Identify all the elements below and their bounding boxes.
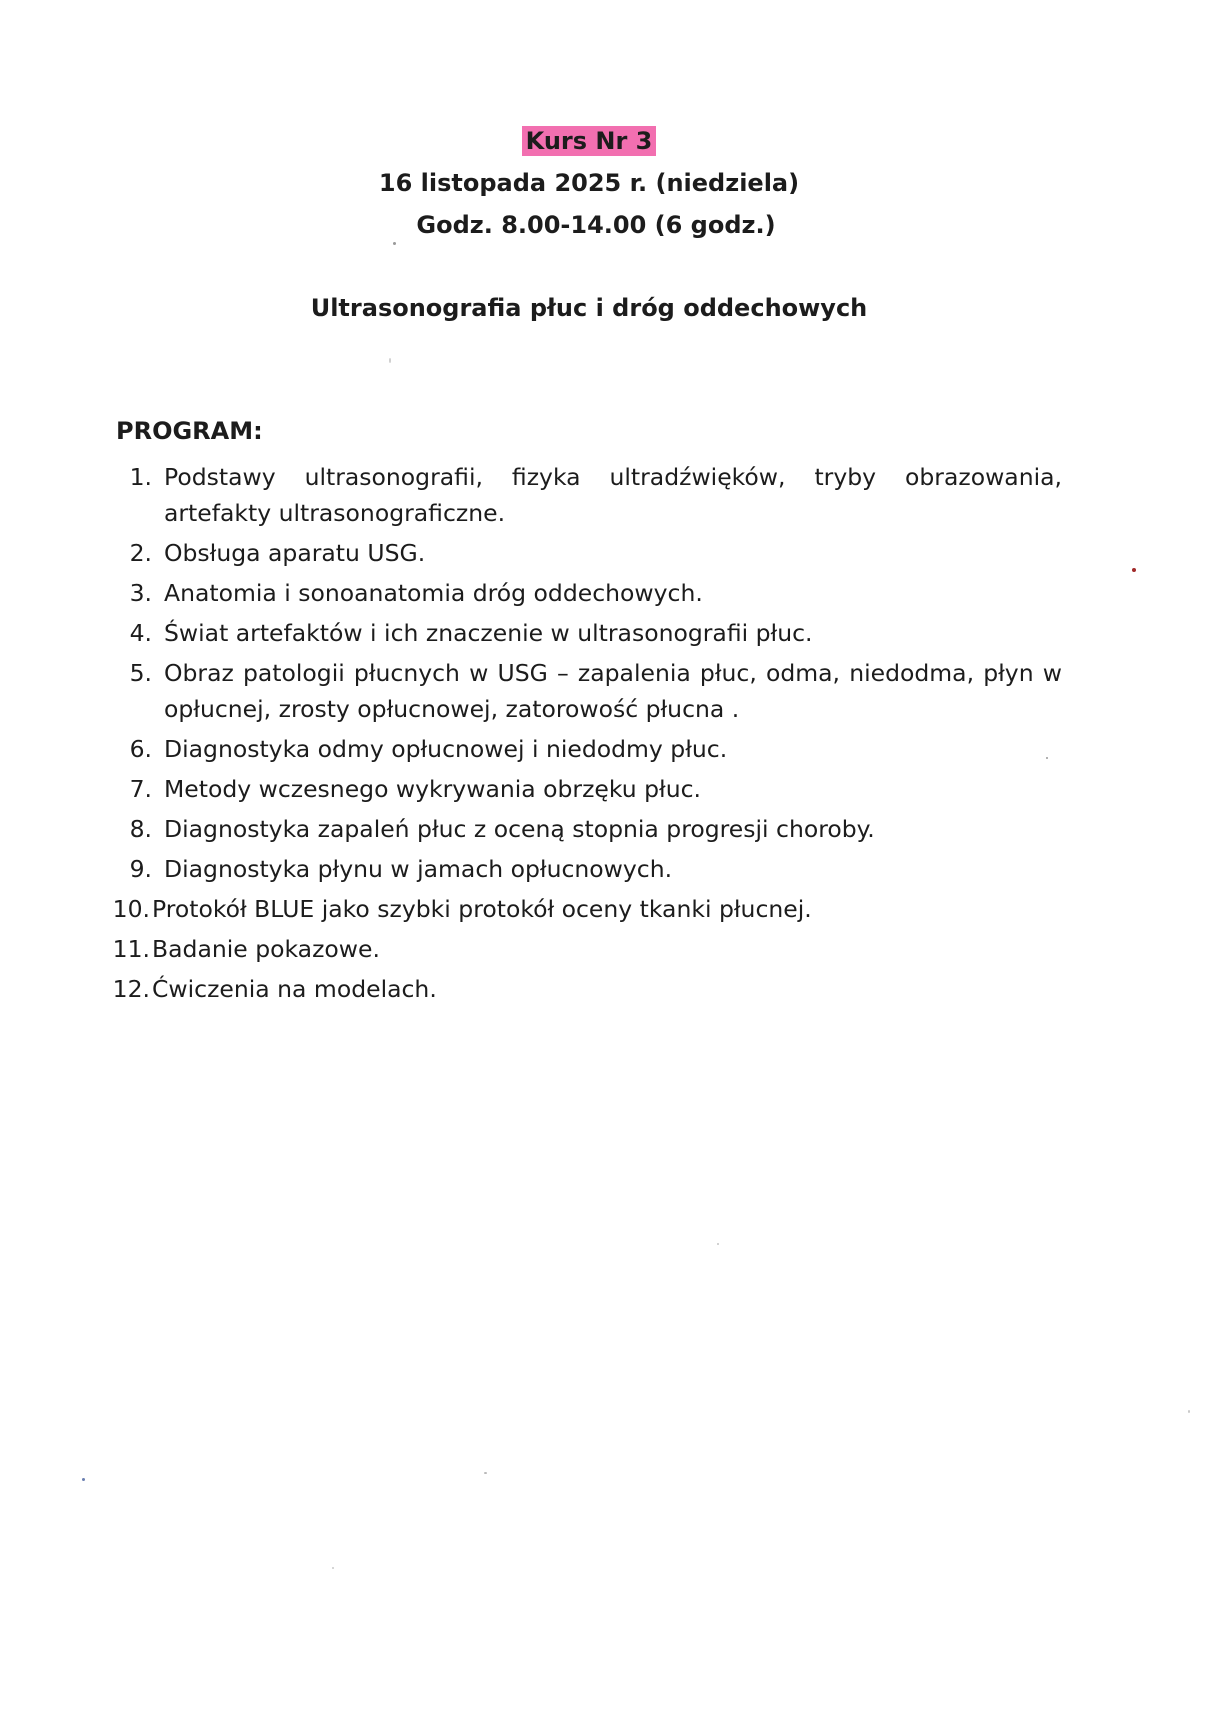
program-item-text: Badanie pokazowe. bbox=[152, 935, 380, 963]
program-item-text: Diagnostyka zapaleń płuc z oceną stopnia progresji choroby. bbox=[164, 815, 875, 843]
program-item-number: 8. bbox=[129, 815, 152, 843]
course-header bbox=[0, 126, 1178, 252]
program-item-number: 2. bbox=[129, 539, 152, 567]
program-item-text: Diagnostyka odmy opłucnowej i niedodmy płuc. bbox=[164, 735, 728, 763]
program-item-number: 10. bbox=[112, 895, 150, 923]
program-item bbox=[112, 811, 1062, 847]
program-item-number: 12. bbox=[112, 975, 150, 1003]
program-item bbox=[112, 971, 1062, 1007]
program-item-text: Obsługa aparatu USG. bbox=[164, 539, 426, 567]
program-item-number: 11. bbox=[112, 935, 150, 963]
program-item bbox=[112, 615, 1062, 651]
program-item-text: Protokół BLUE jako szybki protokół oceny tkanki płucnej. bbox=[152, 895, 812, 923]
program-item-number: 9. bbox=[129, 855, 152, 883]
course-number-line bbox=[0, 126, 1178, 168]
program-item bbox=[112, 575, 1062, 611]
scan-speck bbox=[82, 1478, 85, 1481]
program-item bbox=[112, 931, 1062, 967]
scan-speck bbox=[332, 1567, 334, 1569]
program-item-text: Świat artefaktów i ich znaczenie w ultrasonografii płuc. bbox=[164, 619, 813, 647]
program-item bbox=[112, 771, 1062, 807]
program-item-number: 4. bbox=[129, 619, 152, 647]
scan-speck bbox=[1046, 757, 1048, 759]
program-item-text: Diagnostyka płynu w jamach opłucnowych. bbox=[164, 855, 673, 883]
program-item-number: 5. bbox=[129, 659, 152, 687]
program-item-number: 7. bbox=[129, 775, 152, 803]
course-title: Ultrasonografia płuc i dróg oddechowych bbox=[310, 294, 868, 322]
course-date: 16 listopada 2025 r. (niedziela) bbox=[378, 169, 800, 197]
program-item bbox=[112, 459, 1062, 531]
program-item-text: Metody wczesnego wykrywania obrzęku płuc. bbox=[164, 775, 702, 803]
program-list bbox=[112, 459, 1062, 1011]
scan-speck bbox=[389, 358, 391, 363]
program-item-text: Anatomia i sonoanatomia dróg oddechowych. bbox=[164, 579, 703, 607]
program-item-text: Obraz patologii płucnych w USG – zapalenia płuc, odma, niedodma, płyn w opłucnej, zrosty opłucnowej, zatorowość płucna . bbox=[164, 659, 1062, 723]
scan-speck bbox=[484, 1472, 487, 1474]
scan-speck bbox=[717, 1243, 719, 1245]
scan-speck bbox=[1188, 1410, 1190, 1413]
course-time: Godz. 8.00-14.00 (6 godz.) bbox=[416, 211, 776, 239]
program-item bbox=[112, 891, 1062, 927]
program-item-text: Ćwiczenia na modelach. bbox=[152, 975, 437, 1003]
program-item bbox=[112, 731, 1062, 767]
program-item bbox=[112, 851, 1062, 887]
program-item-number: 1. bbox=[129, 463, 152, 491]
course-number-badge: Kurs Nr 3 bbox=[522, 126, 657, 156]
program-item bbox=[112, 535, 1062, 571]
program-item-number: 6. bbox=[129, 735, 152, 763]
program-heading: PROGRAM: bbox=[116, 417, 263, 445]
program-item-number: 3. bbox=[129, 579, 152, 607]
program-item bbox=[112, 655, 1062, 727]
scan-speck bbox=[393, 242, 396, 245]
scan-speck bbox=[1132, 568, 1136, 572]
program-item-text: Podstawy ultrasonografii, fizyka ultradźwięków, tryby obrazowania, artefakty ultrasonograficzne. bbox=[164, 463, 1062, 527]
